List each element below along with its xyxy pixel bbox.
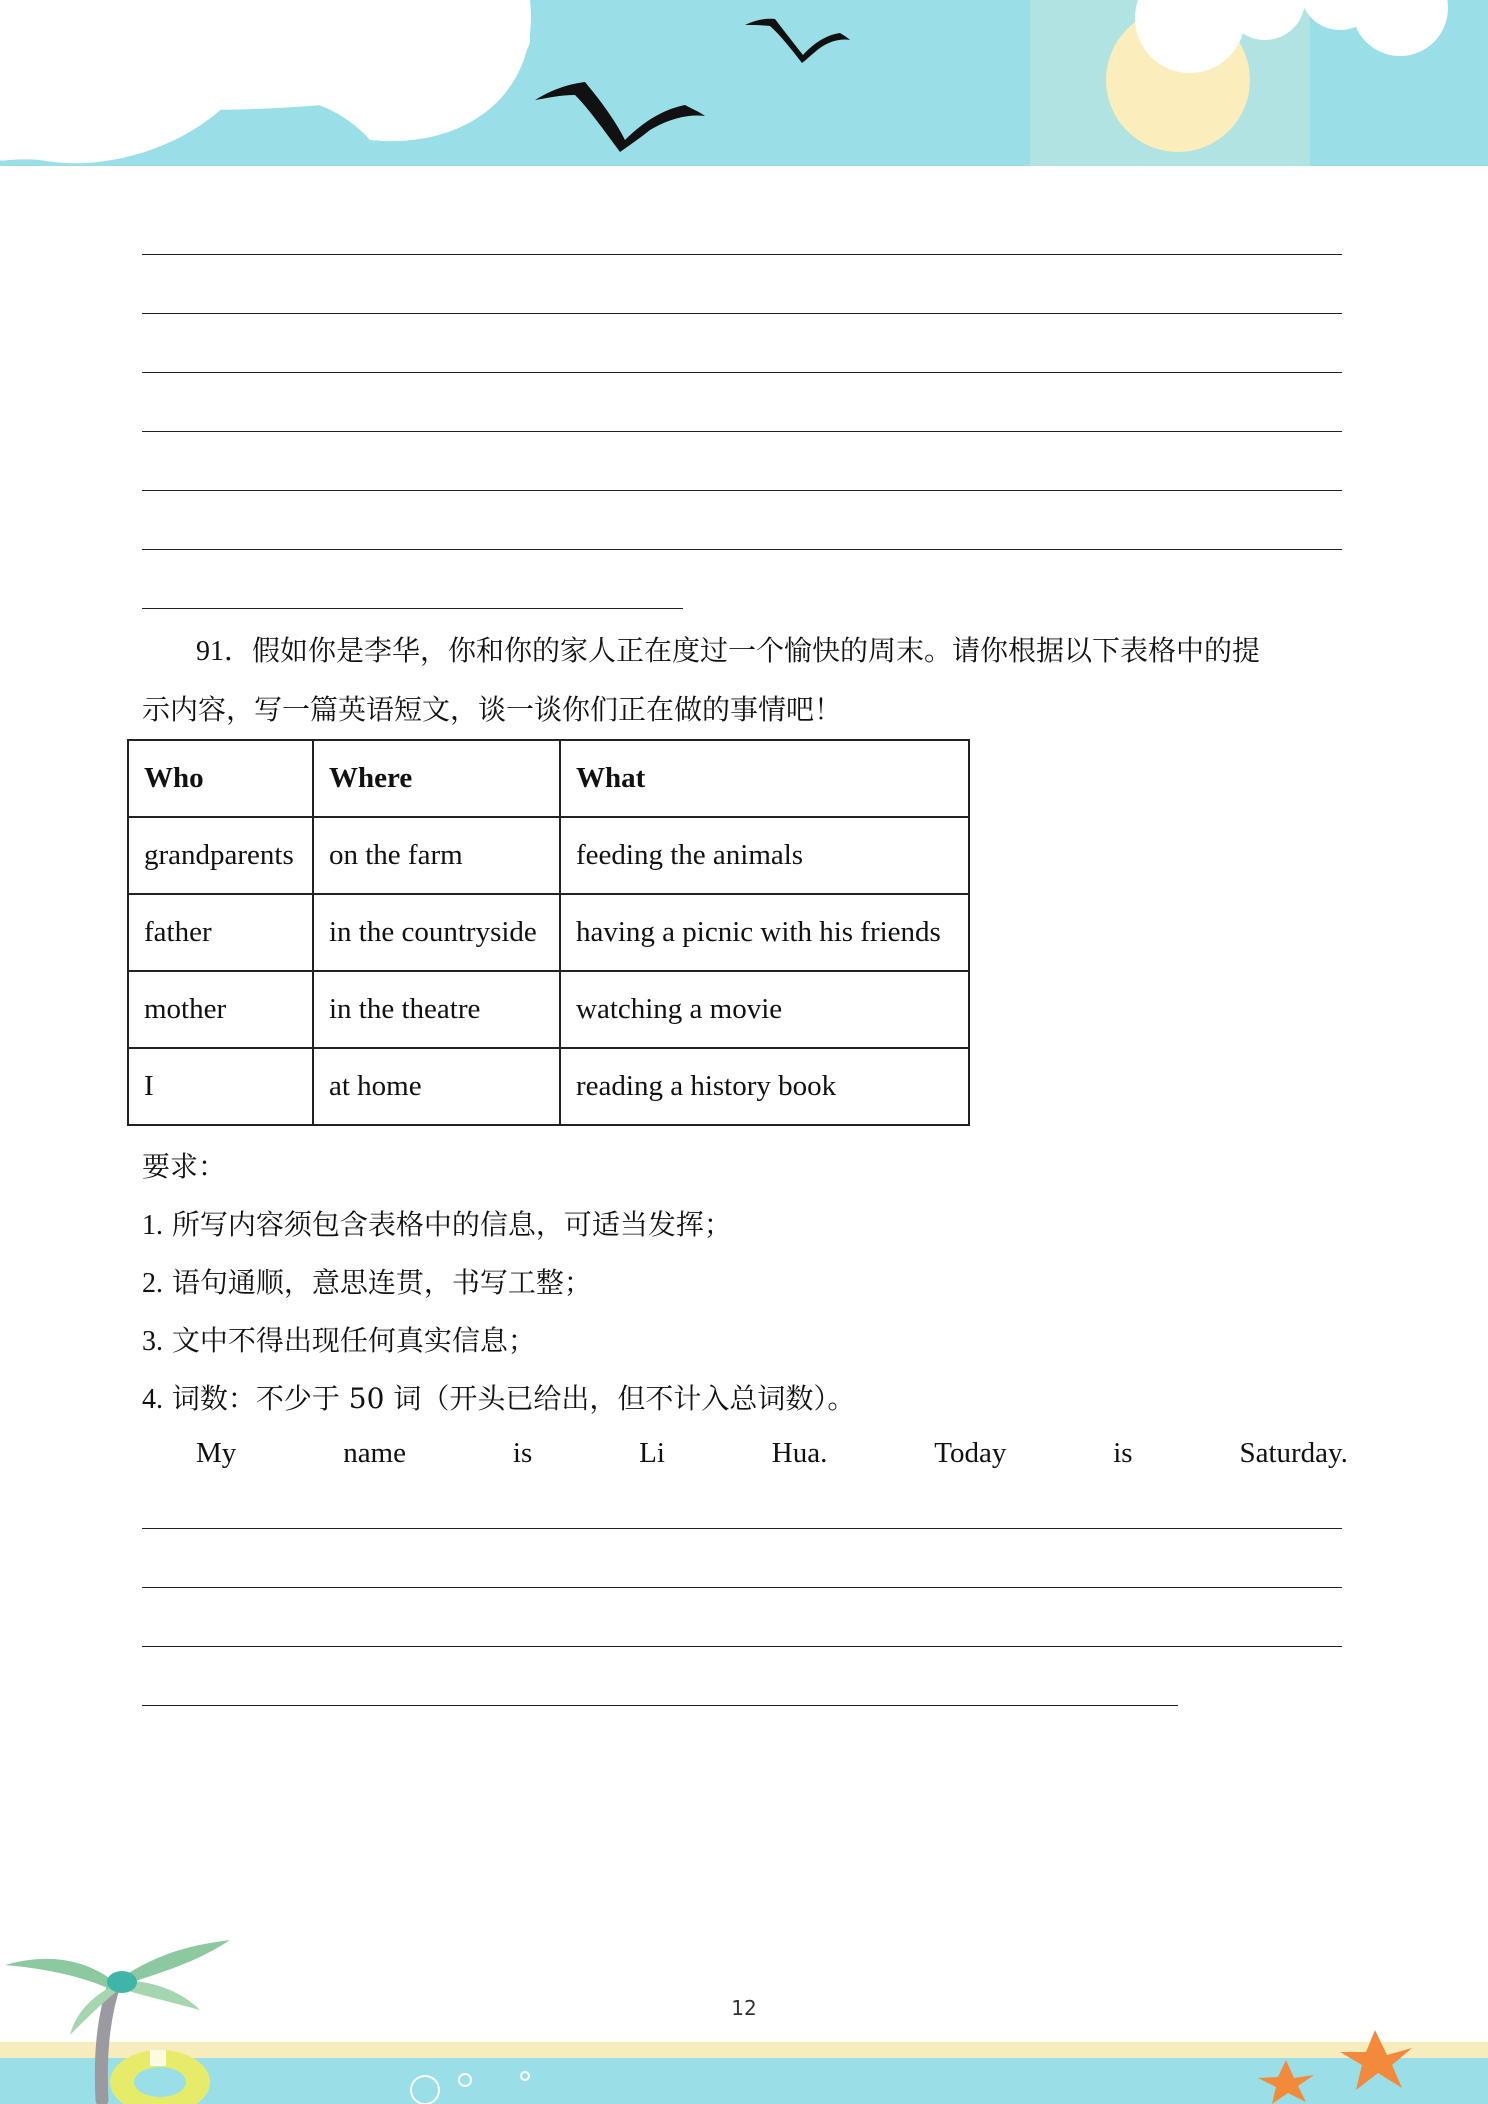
- table-cell: in the theatre: [313, 971, 560, 1048]
- essay-start-sentence: [196, 1437, 1348, 1470]
- question-intro-line2: 示内容，写一篇英语短文，谈一谈你们正在做的事情吧！: [142, 693, 843, 726]
- question-number: 91: [196, 636, 224, 667]
- table-cell: father: [128, 894, 313, 971]
- requirement-item: [142, 1321, 536, 1362]
- essay-word: name: [343, 1437, 406, 1469]
- essay-word: Hua.: [771, 1437, 828, 1469]
- essay-answer-line[interactable]: [142, 1705, 1178, 1706]
- table-cell: I: [128, 1048, 313, 1125]
- question-prompt: 91．假如你是李华，你和你的家人正在度过一个愉快的周末。请你根据以下表格中的提 示内容，写一篇英语短文，谈一谈你们正在做的事情吧！: [142, 634, 1261, 726]
- essay-word: is: [1113, 1437, 1133, 1469]
- table-row: [128, 971, 969, 1048]
- table-cell: mother: [128, 971, 313, 1048]
- table-header-cell: What: [560, 740, 969, 817]
- answer-line[interactable]: [142, 254, 1342, 255]
- info-table: [127, 739, 970, 1126]
- page-number: 12: [731, 1996, 757, 2020]
- requirement-item: [142, 1379, 855, 1420]
- header-sky-illustration: [0, 0, 1488, 166]
- requirements-title: 要求：: [142, 1150, 227, 1183]
- requirement-text: 文中不得出现任何真实信息；: [171, 1324, 536, 1357]
- table-row: [128, 894, 969, 971]
- requirement-text: 词数：不少于 50 词（开头已给出，但不计入总词数）。: [171, 1382, 856, 1415]
- table-cell: at home: [313, 1048, 560, 1125]
- essay-answer-line[interactable]: [142, 1587, 1342, 1588]
- requirement-number: 2.: [142, 1268, 163, 1299]
- essay-answer-line[interactable]: [142, 1646, 1342, 1647]
- requirement-item: [142, 1205, 732, 1246]
- table-row: [128, 817, 969, 894]
- essay-word: Saturday.: [1239, 1437, 1348, 1469]
- requirement-number: 3.: [142, 1326, 163, 1357]
- table-cell: having a picnic with his friends: [560, 894, 969, 971]
- essay-word: is: [512, 1437, 533, 1469]
- answer-line[interactable]: [142, 431, 1342, 432]
- table-cell: in the countryside: [313, 894, 560, 971]
- requirement-number: 1.: [142, 1210, 163, 1241]
- essay-answer-line[interactable]: [142, 1528, 1342, 1529]
- requirement-text: 所写内容须包含表格中的信息，可适当发挥；: [171, 1208, 732, 1241]
- essay-word: My: [196, 1437, 237, 1469]
- answer-line[interactable]: [142, 608, 683, 609]
- answer-line[interactable]: [142, 549, 1342, 550]
- requirement-item: [142, 1263, 592, 1304]
- table-cell: grandparents: [128, 817, 313, 894]
- essay-word: Li: [639, 1437, 665, 1469]
- table-header-cell: Where: [313, 740, 560, 817]
- essay-word: Today: [934, 1437, 1007, 1469]
- table-row: [128, 1048, 969, 1125]
- requirement-number: 4.: [142, 1384, 163, 1415]
- table-cell: feeding the animals: [560, 817, 969, 894]
- answer-line[interactable]: [142, 313, 1342, 314]
- footer-beach-illustration: [0, 1930, 1488, 2104]
- requirement-text: 语句通顺，意思连贯，书写工整；: [171, 1266, 592, 1299]
- table-cell: watching a movie: [560, 971, 969, 1048]
- answer-line[interactable]: [142, 490, 1342, 491]
- answer-line[interactable]: [142, 372, 1342, 373]
- table-header-cell: Who: [128, 740, 313, 817]
- table-cell: on the farm: [313, 817, 560, 894]
- table-header-row: [128, 740, 969, 817]
- table-cell: reading a history book: [560, 1048, 969, 1125]
- question-intro-line1: 假如你是李华，你和你的家人正在度过一个愉快的周末。请你根据以下表格中的提: [252, 634, 1261, 667]
